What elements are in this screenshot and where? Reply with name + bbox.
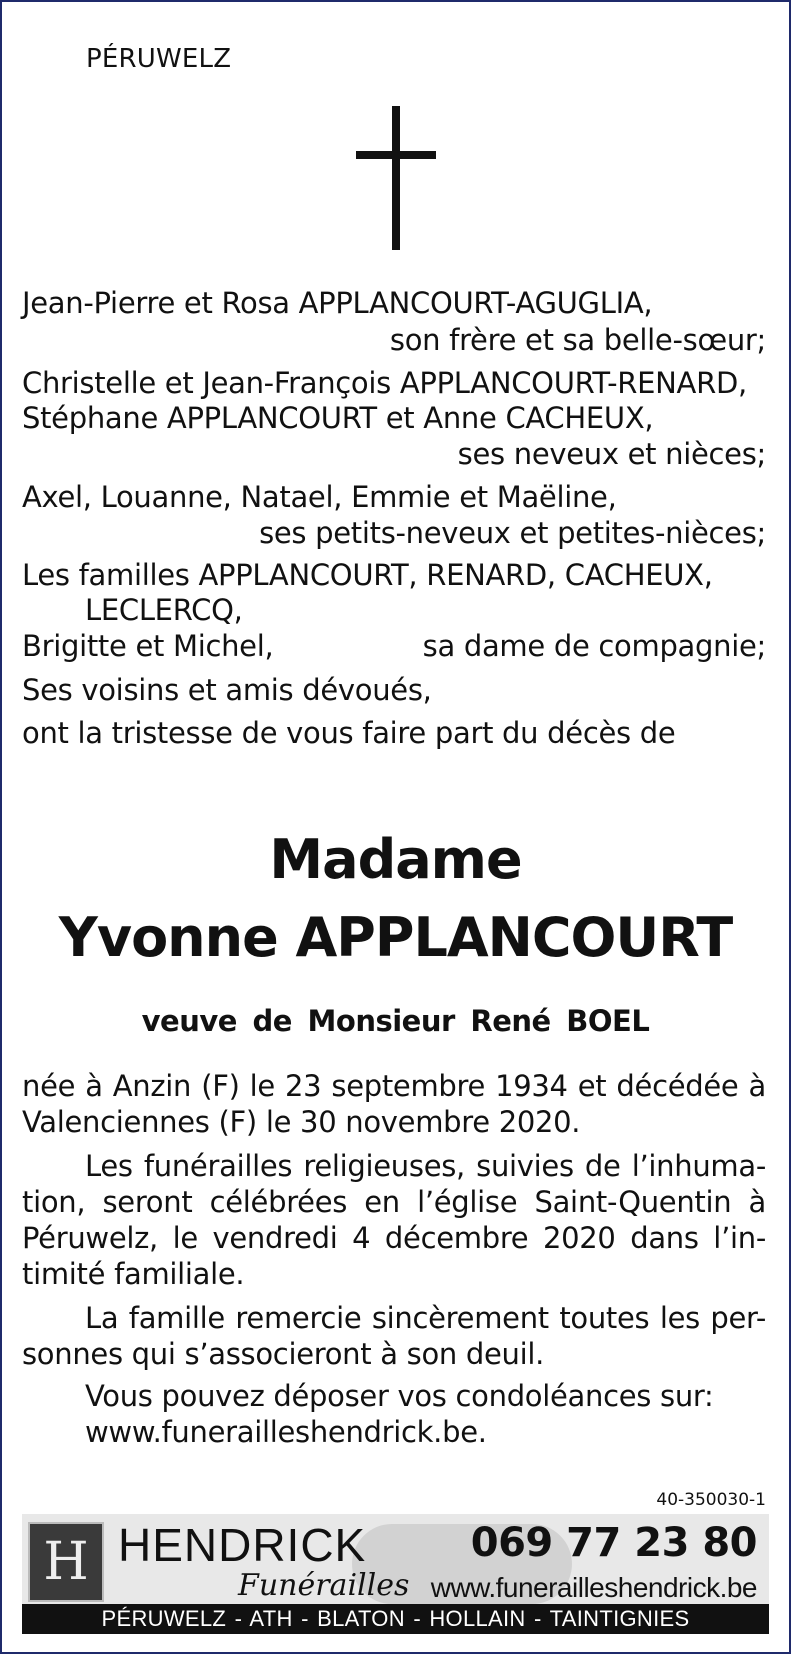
deceased-title: Madame — [269, 828, 522, 891]
hendrick-logo-icon: H — [28, 1522, 104, 1602]
family-relation: sa dame de compagnie; — [422, 629, 766, 663]
family-relation: son frère et sa belle-sœur; — [389, 323, 766, 357]
brand-name: HENDRICK — [118, 1519, 367, 1571]
family-relation: ses petits-neveux et petites-nièces; — [259, 516, 766, 550]
family-line: LECLERCQ, — [85, 593, 243, 627]
family-line: Axel, Louanne, Natael, Emmie et Maëline, — [22, 480, 617, 514]
thanks-text: sonnes qui s’associeront à son deuil. — [22, 1337, 545, 1371]
funeral-text: Les funérailles religieuses, suivies de l’inhuma- — [85, 1149, 766, 1183]
condolence-text: Vous pouvez déposer vos condoléances sur: — [85, 1379, 714, 1413]
phone-number[interactable]: 069 77 23 80 — [470, 1520, 757, 1566]
funeral-text: Péruwelz, le vendredi 4 décembre 2020 dans l’in- — [22, 1221, 766, 1255]
announcement: ont la tristesse de vous faire part du décès de — [22, 716, 676, 750]
website-link[interactable]: www.funerailleshendrick.be — [430, 1572, 757, 1603]
family-line: Stéphane APPLANCOURT et Anne CACHEUX, — [22, 401, 654, 435]
reference-number: 40-350030-1 — [656, 1490, 766, 1510]
locations-bar: PÉRUWELZ - ATH - BLATON - HOLLAIN - TAINTIGNIES — [22, 1604, 769, 1634]
family-line: Jean-Pierre et Rosa APPLANCOURT-AGUGLIA, — [22, 286, 653, 320]
family-relation: ses neveux et nièces; — [457, 437, 766, 471]
family-line: Brigitte et Michel, — [22, 629, 274, 663]
cross-icon — [356, 106, 436, 250]
condolence-link[interactable]: www.funerailleshendrick.be. — [85, 1415, 487, 1449]
funeral-text: tion, seront célébrées en l’église Saint-Quentin à — [22, 1185, 766, 1219]
funeral-text: timité familiale. — [22, 1257, 245, 1291]
birth-text: née à Anzin (F) le 23 septembre 1934 et décédée à — [22, 1069, 766, 1103]
thanks-text: La famille remercie sincèrement toutes les per- — [85, 1301, 766, 1335]
family-line: Ses voisins et amis dévoués, — [22, 673, 432, 707]
funeral-home-advert — [22, 1514, 769, 1634]
family-line: Christelle et Jean-François APPLANCOURT-RENARD, — [22, 366, 747, 400]
family-line: Les familles APPLANCOURT, RENARD, CACHEUX, — [22, 558, 713, 592]
deceased-name: Yvonne APPLANCOURT — [58, 906, 733, 969]
city-heading: PÉRUWELZ — [86, 44, 232, 74]
widow-line: veuve de Monsieur René BOEL — [141, 1004, 650, 1038]
brand-subtitle: Funérailles — [238, 1568, 410, 1603]
birth-text: Valenciennes (F) le 30 novembre 2020. — [22, 1105, 581, 1139]
